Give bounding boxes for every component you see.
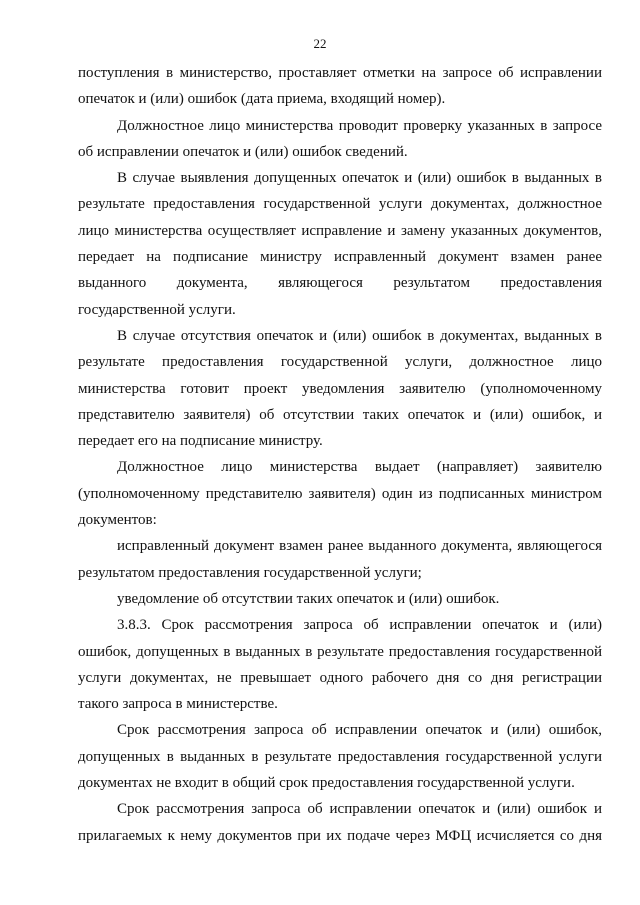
document-body — [78, 60, 602, 849]
list-item-notification: уведомление об отсутствии таких опечаток и (или) ошибок. — [117, 590, 500, 607]
paragraph-no-errors: В случае отсутствия опечаток и (или) ошибок в документах, выданных в результате предоставления государственной услуги, должностное лицо министерства готовит проект уведомления заявителю (уполномоченному представителю заявителя) об отсутствии таких опечаток и (или) ошибок, и передает его на подписание министру. — [78, 327, 602, 450]
paragraph-continuation: поступления в министерство, проставляет отметки на запросе об исправлении опечаток и (или) ошибок (дата приема, входящий номер). — [78, 65, 602, 108]
paragraph-section-3-8-3: 3.8.3. Срок рассмотрения запроса об исправлении опечаток и (или) ошибок, допущенных в выданных в результате предоставления государственной услуги документах, не превышает одного рабочего дня со дня регистрации такого запроса в министерстве. — [78, 617, 602, 713]
list-item-corrected-document: исправленный документ взамен ранее выданного документа, являющегося результатом предоставления государственной услуги; — [78, 538, 602, 581]
paragraph-verification: Должностное лицо министерства проводит проверку указанных в запросе об исправлении опечаток и (или) ошибок сведений. — [78, 117, 602, 160]
page-number: 22 — [313, 36, 327, 51]
paragraph-review-term: Срок рассмотрения запроса об исправлении опечаток и (или) ошибок, допущенных в выданных в результате предоставления государственной услуги документах не входит в общий срок предоставления государственной услуги. — [78, 722, 602, 792]
paragraph-issue-documents: Должностное лицо министерства выдает (направляет) заявителю (уполномоченному представителю заявителя) один из подписанных министром документов: — [78, 459, 602, 529]
paragraph-mfc-term: Срок рассмотрения запроса об исправлении опечаток и (или) ошибок и прилагаемых к нему документов при их подаче через МФЦ исчисляется со дня — [78, 801, 602, 844]
paragraph-errors-found: В случае выявления допущенных опечаток и (или) ошибок в выданных в результате предоставления государственной услуги документах, должностное лицо министерства осуществляет исправление и замену указанных документов, передает на подписание министру исправленный документ взамен ранее выданного документа, являющегося результатом предоставления государственной услуги. — [78, 170, 602, 318]
